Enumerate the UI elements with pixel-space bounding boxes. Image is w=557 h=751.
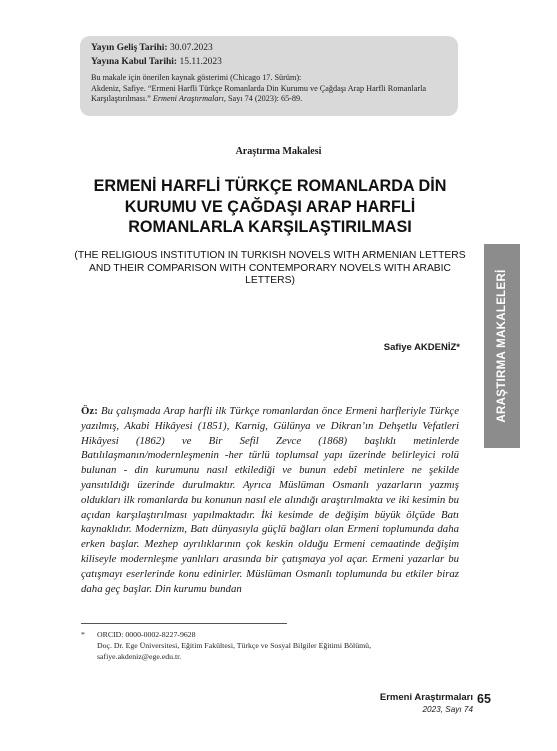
footer-journal-name: Ermeni Araştırmaları <box>379 692 473 703</box>
footer-journal <box>380 692 473 715</box>
citation-block <box>91 73 451 105</box>
received-date-row <box>91 41 222 55</box>
footnote-email: safiye.akdeniz@ege.edu.tr. <box>97 651 182 661</box>
footer-issue: 2023, Sayı 74 <box>422 705 473 714</box>
section-side-tab-label: ARAŞTIRMA MAKALELERİ <box>496 269 508 423</box>
footnote-marker: * <box>81 630 85 639</box>
abstract <box>81 404 459 596</box>
citation-journal: Ermeni Araştırmaları <box>152 94 224 104</box>
received-label: Yayın Geliş Tarihi: <box>91 43 168 53</box>
accepted-date: 15.11.2023 <box>179 57 222 67</box>
footnote-divider <box>81 623 287 624</box>
citation-text-after: , Sayı 74 (2023): 65-89. <box>223 94 303 104</box>
accepted-label: Yayına Kabul Tarihi: <box>91 57 178 67</box>
citation-text <box>91 84 451 105</box>
received-date: 30.07.2023 <box>169 43 213 53</box>
title-english: (THE RELIGIOUS INSTITUTION IN TURKISH NOVELS WITH ARMENIAN LETTERS AND THEIR COMPARISON WITH CONTEMPORARY NOVELS WITH ARABIC LETTERS) <box>74 250 466 287</box>
page-number: 65 <box>477 692 491 706</box>
publication-dates <box>91 41 222 69</box>
footnote-affiliation: Doç. Dr. Ege Üniversitesi, Eğitim Fakültesi, Türkçe ve Sosyal Bilgiler Eğitimi Bölümü, <box>97 640 372 650</box>
title-turkish: ERMENİ HARFLİ TÜRKÇE ROMANLARDA DİN KURUMU VE ÇAĞDAŞI ARAP HARFLİ ROMANLARLA KARŞILAŞTIRILMASI <box>93 177 447 236</box>
citation-intro: Bu makale için önerilen kaynak gösterimi (Chicago 17. Sürüm): <box>91 73 302 82</box>
footnote-orcid: ORCID: 0000-0002-8227-9628 <box>97 630 196 639</box>
author-name: Safiye AKDENİZ* <box>383 342 460 353</box>
abstract-text: Bu çalışmada Arap harfli ilk Türkçe romanlardan önce Ermeni harfleriyle Türkçe yazılmış, Akabi Hikâyesi (1851), Karnig, Gülünya ve Dikran’ın Dehşetlu Vefatleri Hikâyesi (1862) ve Bir Sefil Zevce (1868) başlıklı metinlerde Batılılaşmanın/modernleşmenin -her türlü toplumsal yapı üzerinde belirleyici rolü bulunan - din kurumunu nasıl etkilediği ve bunun edebî metinlere ne şekilde yansıtıldığı üzerinde durulmaktır. Ayrıca Müslüman Osmanlı yazarların yazmış oldukları ilk romanlarda bu konunun nasıl ele alındığı araştırılmakta ve iki kesimin bu açıdan karşılaştırılması yapılmaktadır. İki kesimde de değişim büyük ölçüde Batı kaynaklıdır. Modernizm, Batı dünyasıyla güçlü bağları olan Ermeni toplumunda daha erken başlar. Mezhep ayrılıklarının çok keskin olduğu Ermeni cemaatinde değişim kiliseyle modernleşme yanlıları arasında bir çatışmaya yol açar. Ermeni yazarlar bu çatışmayı eserlerinde konu edinirler. Müslüman Osmanlı toplumunda bu etkiler biraz daha geç başlar. Din kurumu bundan <box>81 405 460 595</box>
section-side-tab <box>484 244 520 448</box>
footnote <box>81 630 441 662</box>
article-type: Araştırma Makalesi <box>235 146 322 157</box>
citation-text-before: Akdeniz, Safiye. “Ermeni Harfli Türkçe Romanlarda Din Kurumu ve Çağdaşı Arap Harfli Romanlarla Karşılaştırılması.” <box>91 83 426 104</box>
abstract-label: Öz: <box>81 405 98 417</box>
accepted-date-row <box>91 55 222 69</box>
